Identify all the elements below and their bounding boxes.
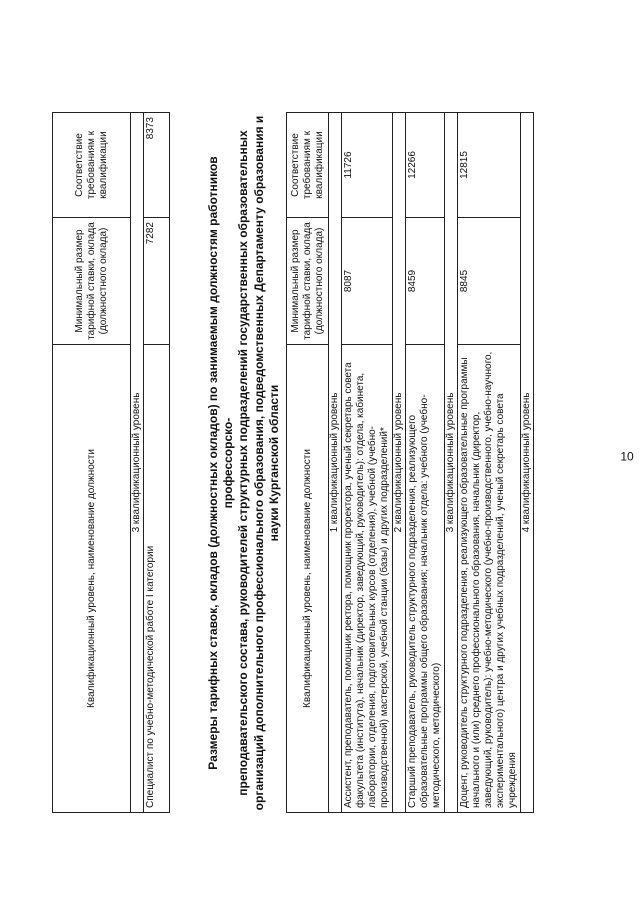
level-label: 2 квалификационный уровень (393, 113, 406, 813)
cell-position: Старший преподаватель, руководитель структурного подразделения, реализующего образовательные программы общего образования; начальник отдела: учебного (учебно-методического, методического) (406, 345, 445, 813)
table-header-row (287, 113, 329, 813)
table-row (406, 113, 445, 813)
header-salary: Минимальный размер тарифной ставки, оклада (должностного оклада) (53, 218, 131, 345)
level-label: 1 квалификационный уровень (329, 113, 342, 813)
table-faculty-salaries (286, 112, 534, 813)
cell-salary: 8459 (406, 218, 445, 345)
cell-compliance: 12815 (458, 113, 521, 218)
title-line: организаций дополнительного профессионального образования, подведомственных Департаменту образования и (251, 115, 266, 811)
cell-compliance: 12266 (406, 113, 445, 218)
title-line: Размеры тарифных ставок, окладов (должностных окладов) по занимаемым должностям работников профессорско- (206, 156, 236, 770)
header-salary: Минимальный размер тарифной ставки, оклада (должностного оклада) (287, 218, 329, 345)
cell-compliance: 11726 (342, 113, 393, 218)
header-compliance: Соответствие требованиям к квалификации (287, 113, 329, 218)
table-row (342, 113, 393, 813)
title-line: науки Курганской области (266, 384, 281, 542)
level-row (393, 113, 406, 813)
cell-position: Специалист по учебно-методической работе I категории (144, 345, 170, 813)
table-row (458, 113, 521, 813)
cell-compliance: 8373 (144, 113, 170, 218)
header-position: Квалификационный уровень, наименование должности (53, 345, 131, 813)
cell-position: Ассистент, преподаватель, помощник ректора, помощник проректора, ученый секретарь совета факультета (института), начальник (директор, заведующий, руководитель): отдела, кабинета, лаборатории, отделения, подготовительных курсов (отделения), учебной (учебно-производственной) мастерской, учебной станции (базы) и других подразделений* (342, 345, 393, 813)
table-header-row (53, 113, 131, 813)
header-compliance: Соответствие требованиям к квалификации (53, 113, 131, 218)
level-row (131, 113, 144, 813)
level-label: 4 квалификационный уровень (521, 113, 534, 813)
cell-salary: 7282 (144, 218, 170, 345)
table-row (144, 113, 170, 813)
cell-position: Доцент, руководитель структурного подразделения, реализующего образовательные программы начального и (или) среднего профессионального образования, начальник (директор, заведующий, руководитель): учебно-методического (учебно-производственного, учебно-научного, экспериментального) центра и других учебных подразделений, ученый секретарь совета учреждения (458, 345, 521, 813)
cell-salary: 8087 (342, 218, 393, 345)
cell-salary: 8845 (458, 218, 521, 345)
header-position: Квалификационный уровень, наименование должности (287, 345, 329, 813)
level-label: 3 квалификационный уровень (445, 113, 458, 813)
level-row (329, 113, 342, 813)
level-row (521, 113, 534, 813)
level-row (445, 113, 458, 813)
section-title (206, 113, 282, 813)
level-label: 3 квалификационный уровень (131, 113, 144, 813)
page-number: 10 (620, 449, 634, 464)
table-qualification-specialist (52, 112, 170, 813)
title-line: преподавательского состава, руководителей структурных подразделений государственных образовательных (236, 130, 251, 796)
